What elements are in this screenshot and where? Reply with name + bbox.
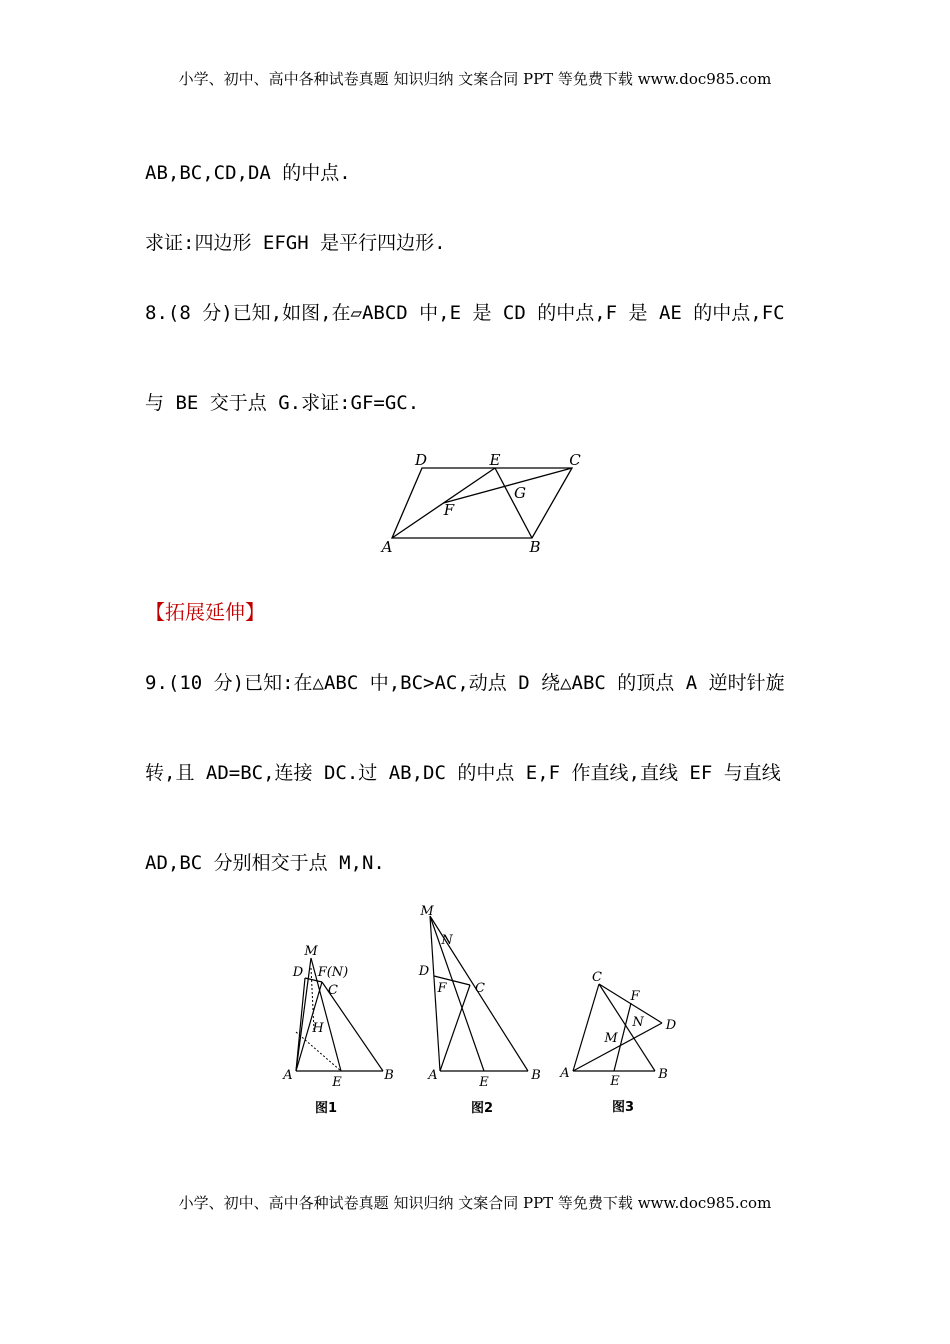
problem-9-line-3: AD,BC 分别相交于点 M,N. [145,852,385,874]
fig1-label-h: H [312,1021,324,1036]
fig1-label-m: M [304,944,318,959]
section-heading: 【拓展延伸】 [145,600,265,624]
fig3-caption: 图3 [611,1100,635,1115]
fig2-label-m: M [420,904,434,919]
problem-8-line-2: 与 BE 交于点 G.求证:GF=GC. [145,392,420,414]
fig3-label-b: B [658,1067,668,1082]
text-line-1: AB,BC,CD,DA 的中点. [145,162,351,184]
figure-1 [278,940,403,1120]
fig3-label-a: A [560,1066,570,1081]
fig3-label-m: M [604,1031,618,1046]
fig2-label-c: C [475,981,485,996]
fig2-label-f: F [437,981,447,996]
text-line-2: 求证:四边形 EFGH 是平行四边形. [145,232,446,254]
fig1-label-e: E [332,1075,342,1090]
fig2-label-a: A [428,1068,438,1083]
parallelogram-abcd [392,468,572,538]
problem-9-line-2: 转,且 AD=BC,连接 DC.过 AB,DC 的中点 E,F 作直线,直线 EF 与直线 [145,762,781,784]
fig3-label-f: F [630,989,640,1004]
page-footer: 小学、初中、高中各种试卷真题 知识归纳 文案合同 PPT 等免费下载 www.doc985.com [178,1194,772,1212]
fig3-label-c: C [592,970,602,985]
label-b: B [529,538,541,556]
fig1-label-fn: F(N) [317,965,349,980]
fig2-caption: 图2 [470,1101,494,1116]
fig2-label-e: E [479,1075,489,1090]
label-f: F [443,501,455,519]
segment-fc [444,468,573,503]
figure-3 [555,965,685,1120]
problem-8-line-1: 8.(8 分)已知,如图,在▱ABCD 中,E 是 CD 的中点,F 是 AE 的中点,FC [145,302,785,324]
fig1-label-c: C [328,983,338,998]
fig1-caption: 图1 [314,1101,338,1116]
segment-be [495,468,532,538]
fig1-label-b: B [384,1068,394,1083]
label-c: C [569,451,581,469]
label-e: E [489,451,501,469]
label-g: G [514,484,526,502]
fig2-label-n: N [441,933,453,948]
fig3-label-n: N [632,1015,644,1030]
fig3-label-e: E [610,1074,620,1089]
figure-2 [414,898,549,1120]
label-d: D [414,451,428,469]
fig2-label-b: B [531,1068,541,1083]
parallelogram-figure [375,448,590,560]
fig1-label-a: A [283,1068,293,1083]
fig2-label-d: D [418,964,430,979]
page-header: 小学、初中、高中各种试卷真题 知识归纳 文案合同 PPT 等免费下载 www.doc985.com [178,70,772,88]
fig3-label-d: D [665,1018,677,1033]
problem-9-line-1: 9.(10 分)已知:在△ABC 中,BC>AC,动点 D 绕△ABC 的顶点 A 逆时针旋 [145,672,785,694]
label-a: A [381,538,393,556]
fig1-label-d: D [292,965,304,980]
